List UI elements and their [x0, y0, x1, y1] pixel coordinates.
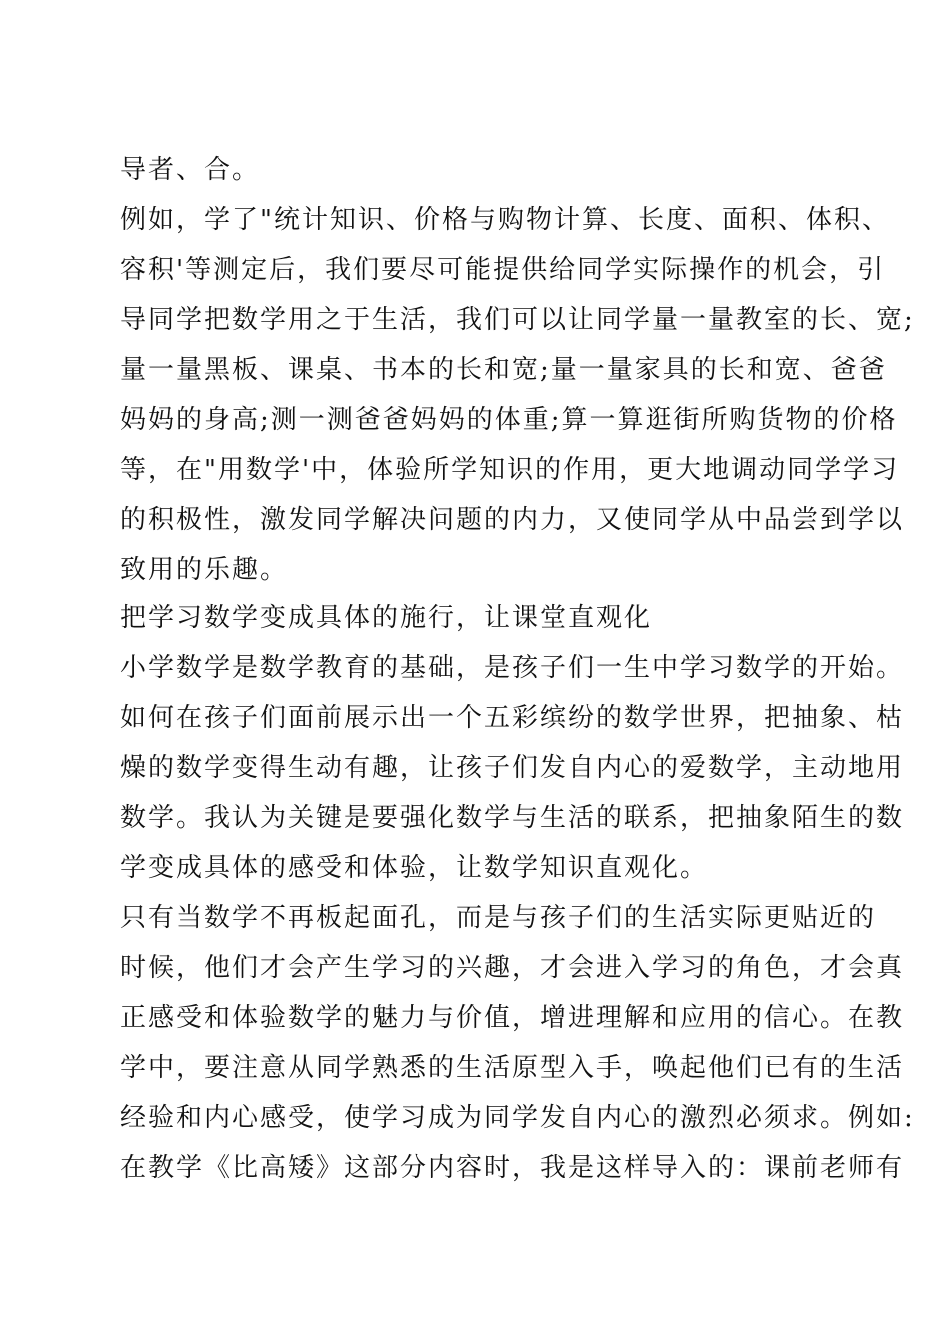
text-line: 经验和内心感受，使学习成为同学发自内心的激烈必须求。例如:	[120, 1103, 915, 1133]
text-line: 量一量黑板、课桌、书本的长和宽;量一量家具的长和宽、爸爸	[120, 355, 887, 385]
text-line: 学变成具体的感受和体验，让数学知识直观化。	[120, 853, 709, 883]
section-heading: 把学习数学变成具体的施行，让课堂直观化	[120, 603, 653, 633]
text-line: 数学。我认为关键是要强化数学与生活的联系，把抽象陌生的数	[120, 803, 905, 833]
text-line: 只有当数学不再板起面孔，而是与孩子们的生活实际更贴近的	[120, 903, 877, 933]
text-line: 导同学把数学用之于生活，我们可以让同学量一量教室的长、宽;	[120, 305, 915, 335]
text-line: 例如，学了"统计知识、价格与购物计算、长度、面积、体积、	[120, 205, 890, 235]
text-line: 燥的数学变得生动有趣，让孩子们发自内心的爱数学，主动地用	[120, 753, 905, 783]
text-line: 正感受和体验数学的魅力与价值，增进理解和应用的信心。在教	[120, 1003, 905, 1033]
text-line: 时候，他们才会产生学习的兴趣，才会进入学习的角色，才会真	[120, 953, 905, 983]
text-line: 学中，要注意从同学熟悉的生活原型入手，唤起他们已有的生活	[120, 1053, 905, 1083]
text-line: 等，在"用数学'中，体验所学知识的作用，更大地调动同学学习	[120, 455, 900, 485]
text-line: 容积'等测定后，我们要尽可能提供给同学实际操作的机会，引	[120, 255, 886, 285]
text-line: 在教学《比高矮》这部分内容时，我是这样导入的：课前老师有	[120, 1153, 905, 1183]
text-line: 的积极性，激发同学解决问题的内力，又使同学从中品尝到学以	[120, 505, 905, 535]
text-line: 如何在孩子们面前展示出一个五彩缤纷的数学世界，把抽象、枯	[120, 703, 905, 733]
text-line: 致用的乐趣。	[120, 555, 289, 585]
text-line: 导者、合。	[120, 155, 261, 185]
text-line: 妈妈的身高;测一测爸爸妈妈的体重;算一算逛街所购货物的价格	[120, 405, 898, 435]
text-line: 小学数学是数学教育的基础，是孩子们一生中学习数学的开始。	[120, 653, 905, 683]
